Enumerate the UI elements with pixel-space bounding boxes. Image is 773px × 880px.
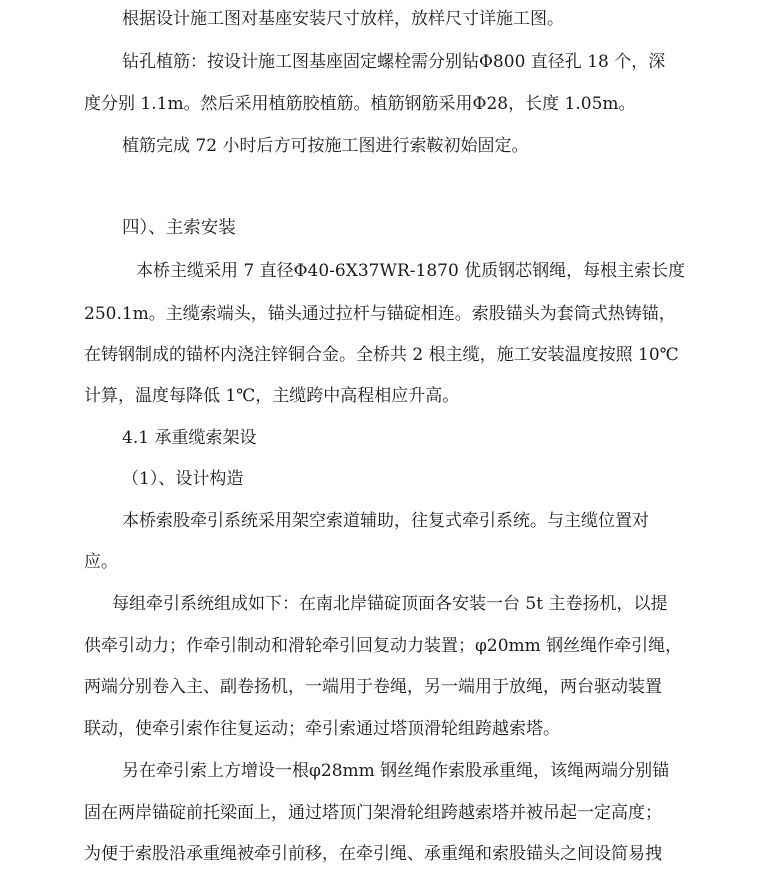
paragraph-line: 联动，使牵引索作往复运动；牵引索通过塔顶滑轮组跨越索塔。 [84, 719, 560, 739]
paragraph-line: 两端分别卷入主、副卷扬机，一端用于卷绳，另一端用于放绳，两台驱动装置 [84, 677, 662, 697]
paragraph-line: 度分别 1.1m。然后采用植筋胶植筋。植筋钢筋采用Φ28，长度 1.05m。 [84, 94, 636, 114]
paragraph-line: 根据设计施工图对基座安装尺寸放样，放样尺寸详施工图。 [122, 9, 564, 29]
subsection-heading: （1）、设计构造 [122, 469, 244, 489]
subsection-heading: 4.1 承重缆索架设 [122, 428, 257, 448]
paragraph-line: 250.1m。主缆索端头，锚头通过拉杆与锚碇相连。索股锚头为套筒式热铸锚， [84, 304, 676, 324]
paragraph-line: 本桥主缆采用 7 直径Φ40-6X37WR-1870 优质钢芯钢绳，每根主索长度 [136, 261, 686, 281]
paragraph-line: 在铸钢制成的锚杯内浇注锌铜合金。全桥共 2 根主缆，施工安装温度按照 10℃ [84, 345, 679, 365]
paragraph-line: 每组牵引系统组成如下：在南北岸锚碇顶面各安装一台 5t 主卷扬机，以提 [112, 594, 668, 614]
paragraph-line: 为便于索股沿承重绳被牵引前移，在牵引绳、承重绳和索股锚头之间设简易拽 [84, 844, 662, 864]
paragraph-line: 本桥索股牵引系统采用架空索道辅助，往复式牵引系统。与主缆位置对 [122, 511, 649, 531]
paragraph-line: 供牵引动力；作牵引制动和滑轮牵引回复动力装置；φ20mm 钢丝绳作牵引绳， [84, 636, 683, 656]
paragraph-line: 计算，温度每降低 1℃，主缆跨中高程相应升高。 [84, 386, 460, 406]
section-heading: 四）、主索安装 [122, 218, 236, 238]
paragraph-line: 钻孔植筋：按设计施工图基座固定螺栓需分别钻Φ800 直径孔 18 个，深 [122, 52, 666, 72]
paragraph-line: 另在牵引索上方增设一根φ28mm 钢丝绳作索股承重绳，该绳两端分别锚 [122, 761, 670, 781]
paragraph-line: 固在两岸锚碇前托梁面上，通过塔顶门架滑轮组跨越索塔并被吊起一定高度； [84, 803, 662, 823]
paragraph-line: 植筋完成 72 小时后方可按施工图进行索鞍初始固定。 [122, 136, 529, 156]
paragraph-line: 应。 [84, 552, 118, 572]
